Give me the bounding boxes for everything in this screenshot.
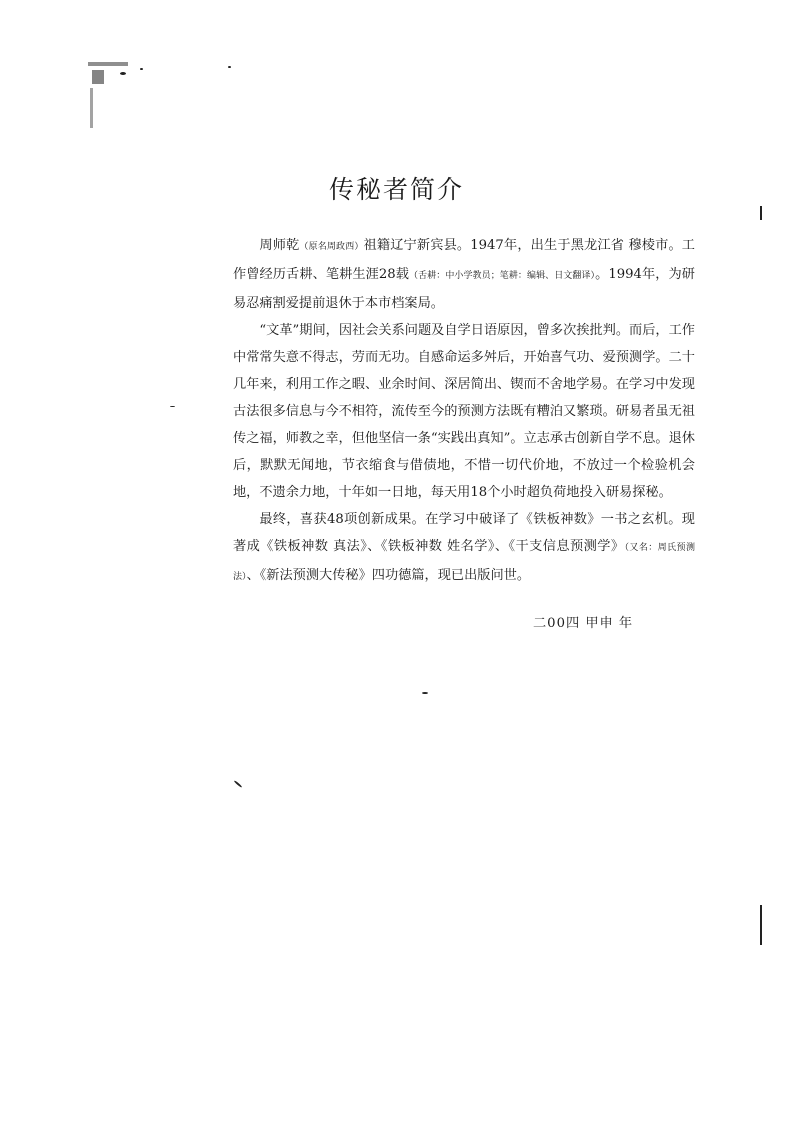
page-title: 传秘者简介 (328, 175, 464, 204)
paragraph-3-text-end: 、《新法预测大传秘》四功德篇，现已出版问世。 (246, 568, 531, 583)
scan-speck (760, 905, 762, 945)
paragraph-3-note: （又名：周氏预测法） (233, 543, 695, 582)
biography-body (233, 232, 695, 591)
paragraph-3 (233, 506, 695, 591)
paragraph-3-text: 最终，喜获48项创新成果。在学习中破译了《铁板神数》一书之玄机。现著成《铁板神数 真法》、《铁板神数 姓名学》、《干支信息预测学》 (233, 512, 695, 554)
date-line: 二00四 甲申 年 (533, 616, 634, 631)
paragraph-1-name: 周师乾 (259, 238, 300, 253)
scan-speck (228, 66, 231, 68)
scan-speck (760, 206, 762, 220)
paragraph-1-career-note: （舌耕：中小学教员；笔耕：编辑、日文翻译） (409, 271, 596, 281)
paragraph-1-text: 祖籍辽宁新宾县。1947年，出生于黑龙江省 穆棱市。工作曾经历舌耕、笔耕生涯28载 (233, 238, 695, 282)
paragraph-1-text-end: 。1994年，为研易忍痛割爱提前退休于本市档案局。 (233, 267, 695, 311)
paragraph-2: “文革”期间，因社会关系问题及自学日语原因，曾多次挨批判。而后，工作中常常失意不得志，劳而无功。自感命运多舛后，开始喜气功、爱预测学。二十几年来，利用工作之暇、业余时间、深居简出、锲而不舍地学易。在学习中发现古法很多信息与今不相符，流传至今的预测方法既有糟泊又繁琐。研易者虽无祖传之福，师教之幸，但他坚信一条“实践出真知”。立志承古创新自学不息。退休后，默默无闻地，节衣缩食与借债地，不惜一切代价地，不放过一个检验机会地，不遗余力地，十年如一日地，每天用18个小时超负荷地投入研易探秘。 (233, 323, 695, 500)
scan-speck (234, 780, 243, 788)
paragraph-1-name-note: （原名周政西） (299, 242, 364, 252)
scan-speck (170, 406, 175, 407)
paragraph-1 (233, 232, 695, 317)
scan-speck (422, 692, 428, 694)
